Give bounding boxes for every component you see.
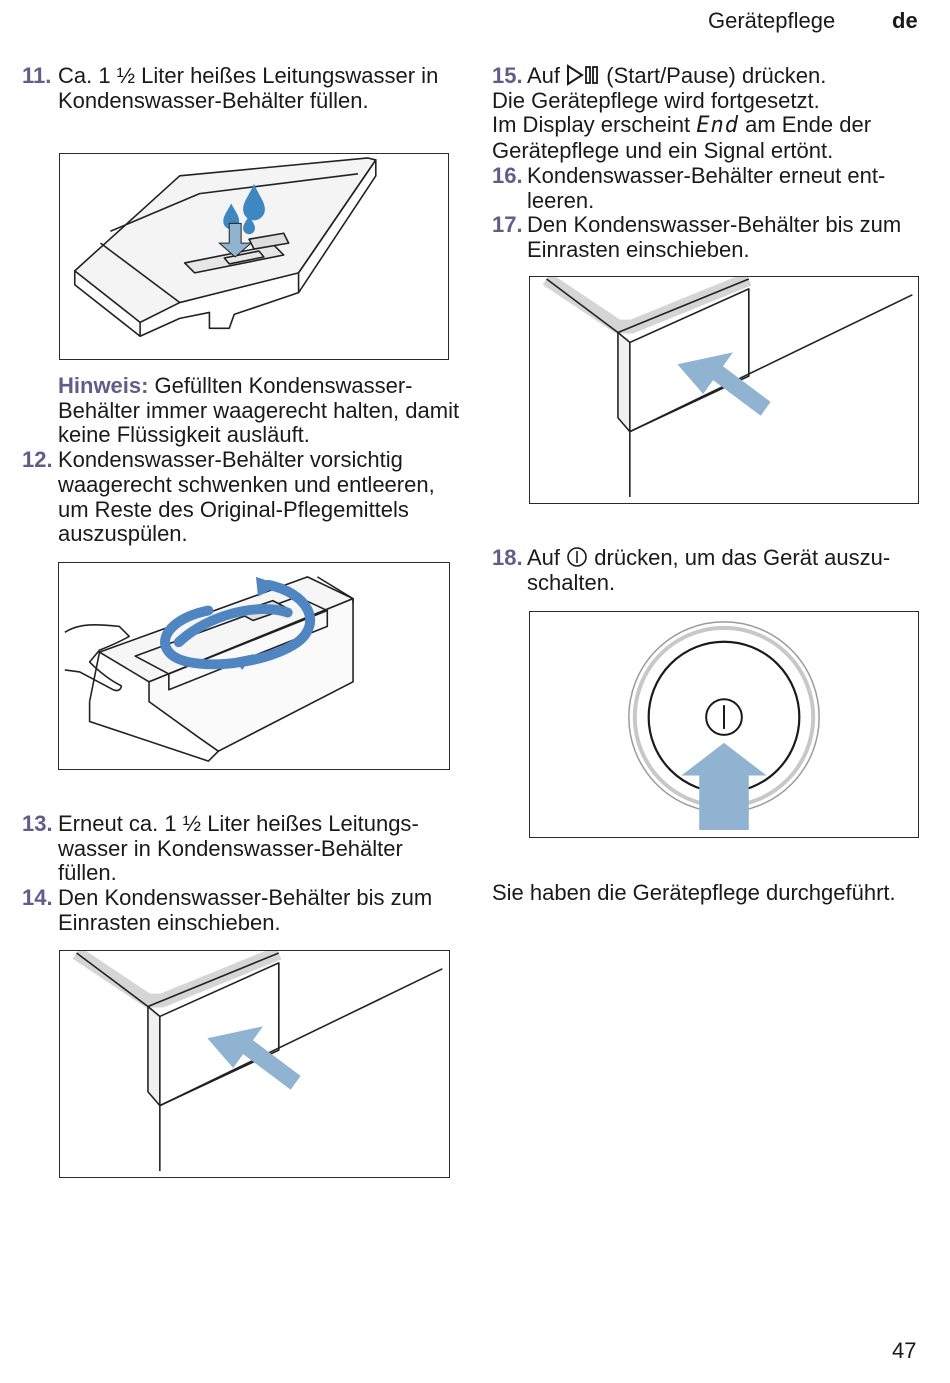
insert-illustration: [530, 277, 918, 503]
push-arrow-icon: [677, 352, 770, 415]
header-language: de: [892, 8, 918, 33]
header-section-title: Gerätepflege: [708, 8, 836, 33]
push-arrow-icon: [207, 1026, 300, 1089]
step-16: [492, 164, 932, 213]
figure-insert-container-left: [59, 950, 450, 1178]
step-13: [22, 812, 462, 886]
power-button-illustration: [530, 612, 918, 837]
conclusion: Sie haben die Gerätepflege durchgeführt.: [492, 880, 896, 905]
step-text-before: Auf: [527, 545, 561, 570]
step-number: 12.: [22, 447, 53, 473]
step-18: [492, 546, 932, 595]
hint-note: [58, 374, 462, 448]
step-17: [492, 213, 932, 262]
figure-power-button: [529, 611, 919, 838]
steps-13-14: [22, 812, 462, 936]
page-number: 47: [892, 1338, 917, 1363]
line3-before: Im Display erscheint: [492, 112, 691, 138]
step-text-before: Auf: [527, 63, 561, 88]
step-number: 15.: [492, 63, 523, 88]
step-text: Ca. 1 ½ Liter heißes Leitungswasser in Kondenswasser-Behälter füllen.: [58, 63, 439, 113]
step-number: 14.: [22, 885, 53, 911]
step-text-after: drücken, um das Gerät auszuschalten.: [527, 545, 891, 595]
step-text-after: (Start/Pause) drücken.: [606, 63, 827, 88]
note-block: [22, 374, 462, 547]
step-14: [22, 886, 462, 935]
step-15-line2: Die Gerätepflege wird fortgesetzt.: [492, 87, 820, 113]
step-number: 18.: [492, 545, 523, 570]
step-12: [22, 448, 462, 547]
power-icon: [566, 546, 588, 568]
step-text: Kondenswasser-Behälter erneut entleeren.: [527, 162, 886, 213]
step-15-line3: [492, 113, 932, 163]
hint-text: Gefüllten Kondenswasser-Behälter immer waagerecht halten, damit keine Flüssigkeit ausläuft.: [58, 373, 460, 448]
swirl-illustration: [59, 563, 449, 769]
insert-illustration: [60, 951, 449, 1177]
start-pause-icon: [566, 64, 600, 86]
figure-insert-container-right: [529, 276, 919, 504]
step-11: [22, 64, 462, 113]
step-text: Den Kondenswasser-Behälter bis zum Einrasten einschieben.: [527, 212, 902, 262]
step-number: 13.: [22, 811, 53, 836]
figure-fill-container: [59, 153, 449, 360]
figure-swirl-container: [58, 562, 450, 770]
steps-15-17: [492, 64, 932, 263]
step-text: Den Kondenswasser-Behälter bis zum Einrasten einschieben.: [58, 885, 433, 935]
display-end-text: End: [696, 113, 739, 139]
step-text: Kondenswasser-Behälter vorsichtig waagerecht schwenken und entleeren, um Reste des Original-Pflegemittels auszuspülen.: [58, 447, 435, 547]
step-15: [492, 64, 932, 89]
step-18-block: [492, 546, 932, 595]
container-illustration: [60, 154, 448, 359]
hint-label: Hinweis:: [58, 373, 149, 398]
step-number: 11.: [22, 63, 52, 88]
line3-after: am Ende der Gerätepflege und ein Signal ertönt.: [492, 112, 872, 164]
step-number: 16.: [492, 162, 523, 188]
step-text: Erneut ca. 1 ½ Liter heißes Leitungswasser in Kondenswasser-Behälter füllen.: [58, 811, 419, 886]
step-number: 17.: [492, 212, 523, 238]
